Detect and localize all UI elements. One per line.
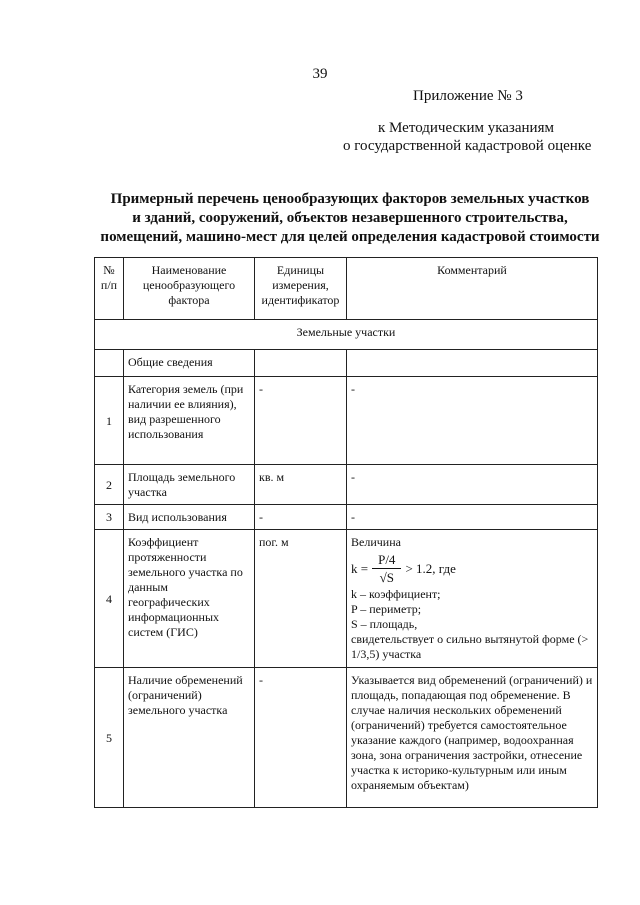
table-row [95, 668, 598, 808]
cell-name: Коэффициент протяженности земельного участка по данным географических информационных систем (ГИС) [124, 530, 255, 668]
table-row [95, 350, 598, 377]
cell-comment: - [347, 377, 598, 465]
definition-p: P – периметр; [351, 602, 422, 616]
page-number: 39 [312, 66, 328, 82]
cell-num: 1 [95, 377, 124, 465]
table-row [95, 505, 598, 530]
definition-s: S – площадь, [351, 617, 418, 631]
cell-comment: - [347, 505, 598, 530]
cell-num: 3 [95, 505, 124, 530]
cell-unit: - [255, 505, 347, 530]
title-line-1: Примерный перечень ценообразующих факторов земельных участков [110, 191, 590, 207]
reference-line-1: к Методическим указаниям [378, 120, 554, 136]
cell-name: Площадь земельного участка [124, 465, 255, 505]
table-row [95, 530, 598, 668]
cell-unit: кв. м [255, 465, 347, 505]
cell-unit [255, 350, 347, 377]
cell-comment: Указывается вид обременений (ограничений) и площадь, попадающая под обременение. В случае наличия нескольких обременений (ограничений) требуется самостоятельное указание каждого (например, водоохранная зона, зона ограничения застройки, отнесение участка к историко-культурным или иным охраняемым объектам) [347, 668, 598, 808]
table-row [95, 465, 598, 505]
elongation-formula [351, 552, 456, 585]
section-row [95, 320, 598, 350]
title-line-2: и зданий, сооружений, объектов незавершенного строительства, [132, 210, 568, 226]
formula-fraction [372, 552, 401, 585]
factors-table [94, 257, 598, 808]
definition-k: k – коэффициент; [351, 587, 441, 601]
header-num: № п/п [95, 258, 124, 320]
table-row [95, 377, 598, 465]
formula-lhs: k = [351, 561, 369, 576]
formula-rhs: > 1.2, где [405, 561, 456, 576]
cell-name: Наличие обременений (ограничений) земельного участка [124, 668, 255, 808]
reference-line-2: о государственной кадастровой оценке [343, 138, 592, 154]
header-comment: Комментарий [347, 258, 598, 320]
cell-unit: пог. м [255, 530, 347, 668]
section-title: Земельные участки [95, 320, 598, 350]
general-info-label: Общие сведения [124, 350, 255, 377]
cell-num: 5 [95, 668, 124, 808]
cell-comment [347, 530, 598, 668]
cell-num: 2 [95, 465, 124, 505]
formula-numerator: P/4 [372, 552, 401, 569]
formula-conclusion: свидетельствует о сильно вытянутой форме (> 1/3,5) участка [351, 632, 589, 661]
cell-comment: - [347, 465, 598, 505]
header-unit: Единицы измерения, идентификатор [255, 258, 347, 320]
cell-num [95, 350, 124, 377]
appendix-label: Приложение № 3 [413, 88, 523, 104]
cell-name: Категория земель (при наличии ее влияния), вид разрешенного использования [124, 377, 255, 465]
document-title [90, 190, 610, 247]
cell-comment [347, 350, 598, 377]
table-header-row [95, 258, 598, 320]
formula-intro: Величина [351, 535, 401, 549]
header-name: Наименование ценообразующего фактора [124, 258, 255, 320]
cell-unit: - [255, 377, 347, 465]
formula-denominator: √S [379, 570, 394, 585]
cell-num: 4 [95, 530, 124, 668]
title-line-3: помещений, машино-мест для целей определения кадастровой стоимости [100, 229, 600, 245]
cell-name: Вид использования [124, 505, 255, 530]
cell-unit: - [255, 668, 347, 808]
